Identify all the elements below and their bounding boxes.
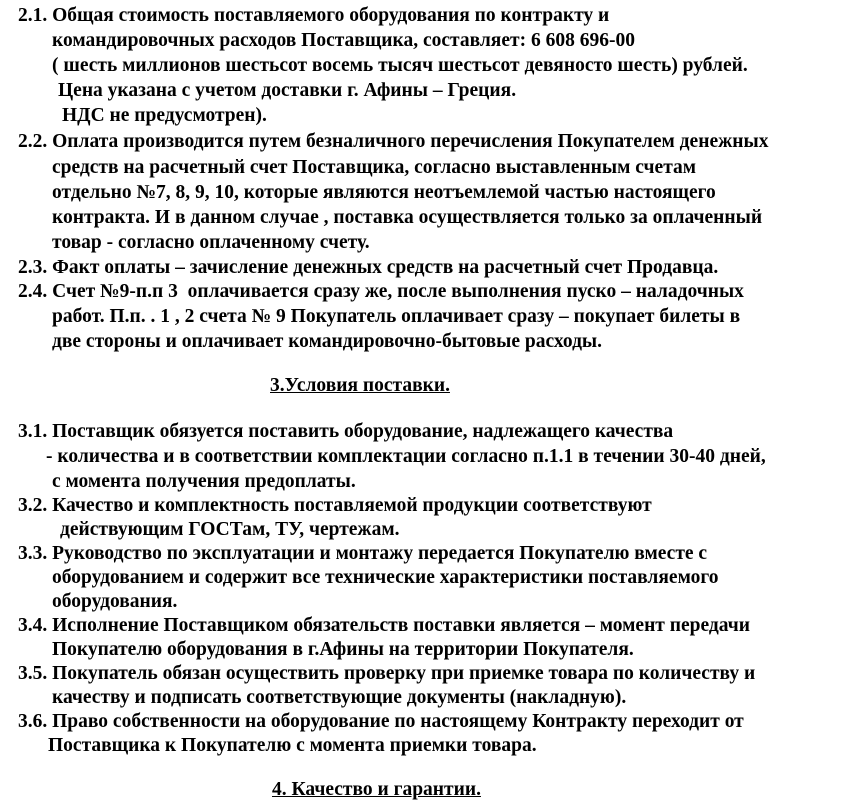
clause-3-4-line-2: Покупателю оборудования в г.Афины на территории Покупателя. [52, 639, 634, 660]
clause-2-2-line-1: 2.2. Оплата производится путем безналичного перечисления Покупателем денежных [18, 131, 769, 152]
clause-2-4-line-2: работ. П.п. . 1 , 2 счета № 9 Покупатель оплачивает сразу – покупает билеты в [52, 306, 741, 327]
clause-2-1-line-1: 2.1. Общая стоимость поставляемого оборудования по контракту и [18, 5, 610, 26]
clause-3-2-line-2: действующим ГОСТам, ТУ, чертежам. [60, 519, 400, 540]
clause-3-6-line-2: Поставщика к Покупателю с момента приемки товара. [48, 735, 537, 756]
clause-3-4-line-1: 3.4. Исполнение Поставщиком обязательств поставки является – момент передачи [18, 615, 750, 636]
clause-2-2-line-3: отдельно №7, 8, 9, 10, которые являются неотъемлемой частью настоящего [52, 182, 716, 203]
clause-2-3-line-1: 2.3. Факт оплаты – зачисление денежных средств на расчетный счет Продавца. [18, 257, 719, 278]
clause-2-1-line-3: ( шесть миллионов шестьсот восемь тысяч шестьсот девяносто шесть) рублей. [52, 55, 748, 76]
clause-3-3-line-1: 3.3. Руководство по эксплуатации и монтажу передается Покупателю вместе с [18, 543, 708, 564]
clause-3-1-line-2: - количества и в соответствии комплектации согласно п.1.1 в течении 30-40 дней, [46, 446, 766, 467]
section-4-heading: 4. Качество и гарантии. [272, 779, 481, 800]
clause-2-4-line-1: 2.4. Счет №9-п.п 3 оплачивается сразу же, после выполнения пуско – наладочных [18, 281, 744, 302]
clause-2-1-line-5: НДС не предусмотрен). [62, 105, 267, 126]
section-3-heading: 3.Условия поставки. [270, 375, 450, 396]
clause-2-2-line-5: товар - согласно оплаченному счету. [52, 232, 370, 253]
clause-3-6-line-1: 3.6. Право собственности на оборудование по настоящему Контракту переходит от [18, 711, 744, 732]
clause-3-3-line-3: оборудования. [52, 591, 178, 612]
clause-3-1-line-1: 3.1. Поставщик обязуется поставить оборудование, надлежащего качества [18, 421, 674, 442]
clause-3-5-line-1: 3.5. Покупатель обязан осуществить проверку при приемке товара по количеству и [18, 663, 756, 684]
clause-3-2-line-1: 3.2. Качество и комплектность поставляемой продукции соответствуют [18, 495, 652, 516]
clause-2-1-line-2: командировочных расходов Поставщика, составляет: 6 608 696-00 [52, 30, 635, 51]
clause-2-2-line-4: контракта. И в данном случае , поставка осуществляется только за оплаченный [52, 207, 763, 228]
clause-3-5-line-2: качеству и подписать соответствующие документы (накладную). [52, 687, 627, 708]
clause-2-4-line-3: две стороны и оплачивает командировочно-бытовые расходы. [52, 331, 603, 352]
clause-3-3-line-2: оборудованием и содержит все технические характеристики поставляемого [52, 567, 719, 588]
clause-2-2-line-2: средств на расчетный счет Поставщика, согласно выставленным счетам [52, 157, 697, 178]
clause-3-1-line-3: с момента получения предоплаты. [52, 471, 356, 492]
clause-2-1-line-4: Цена указана с учетом доставки г. Афины – Греция. [58, 80, 517, 101]
